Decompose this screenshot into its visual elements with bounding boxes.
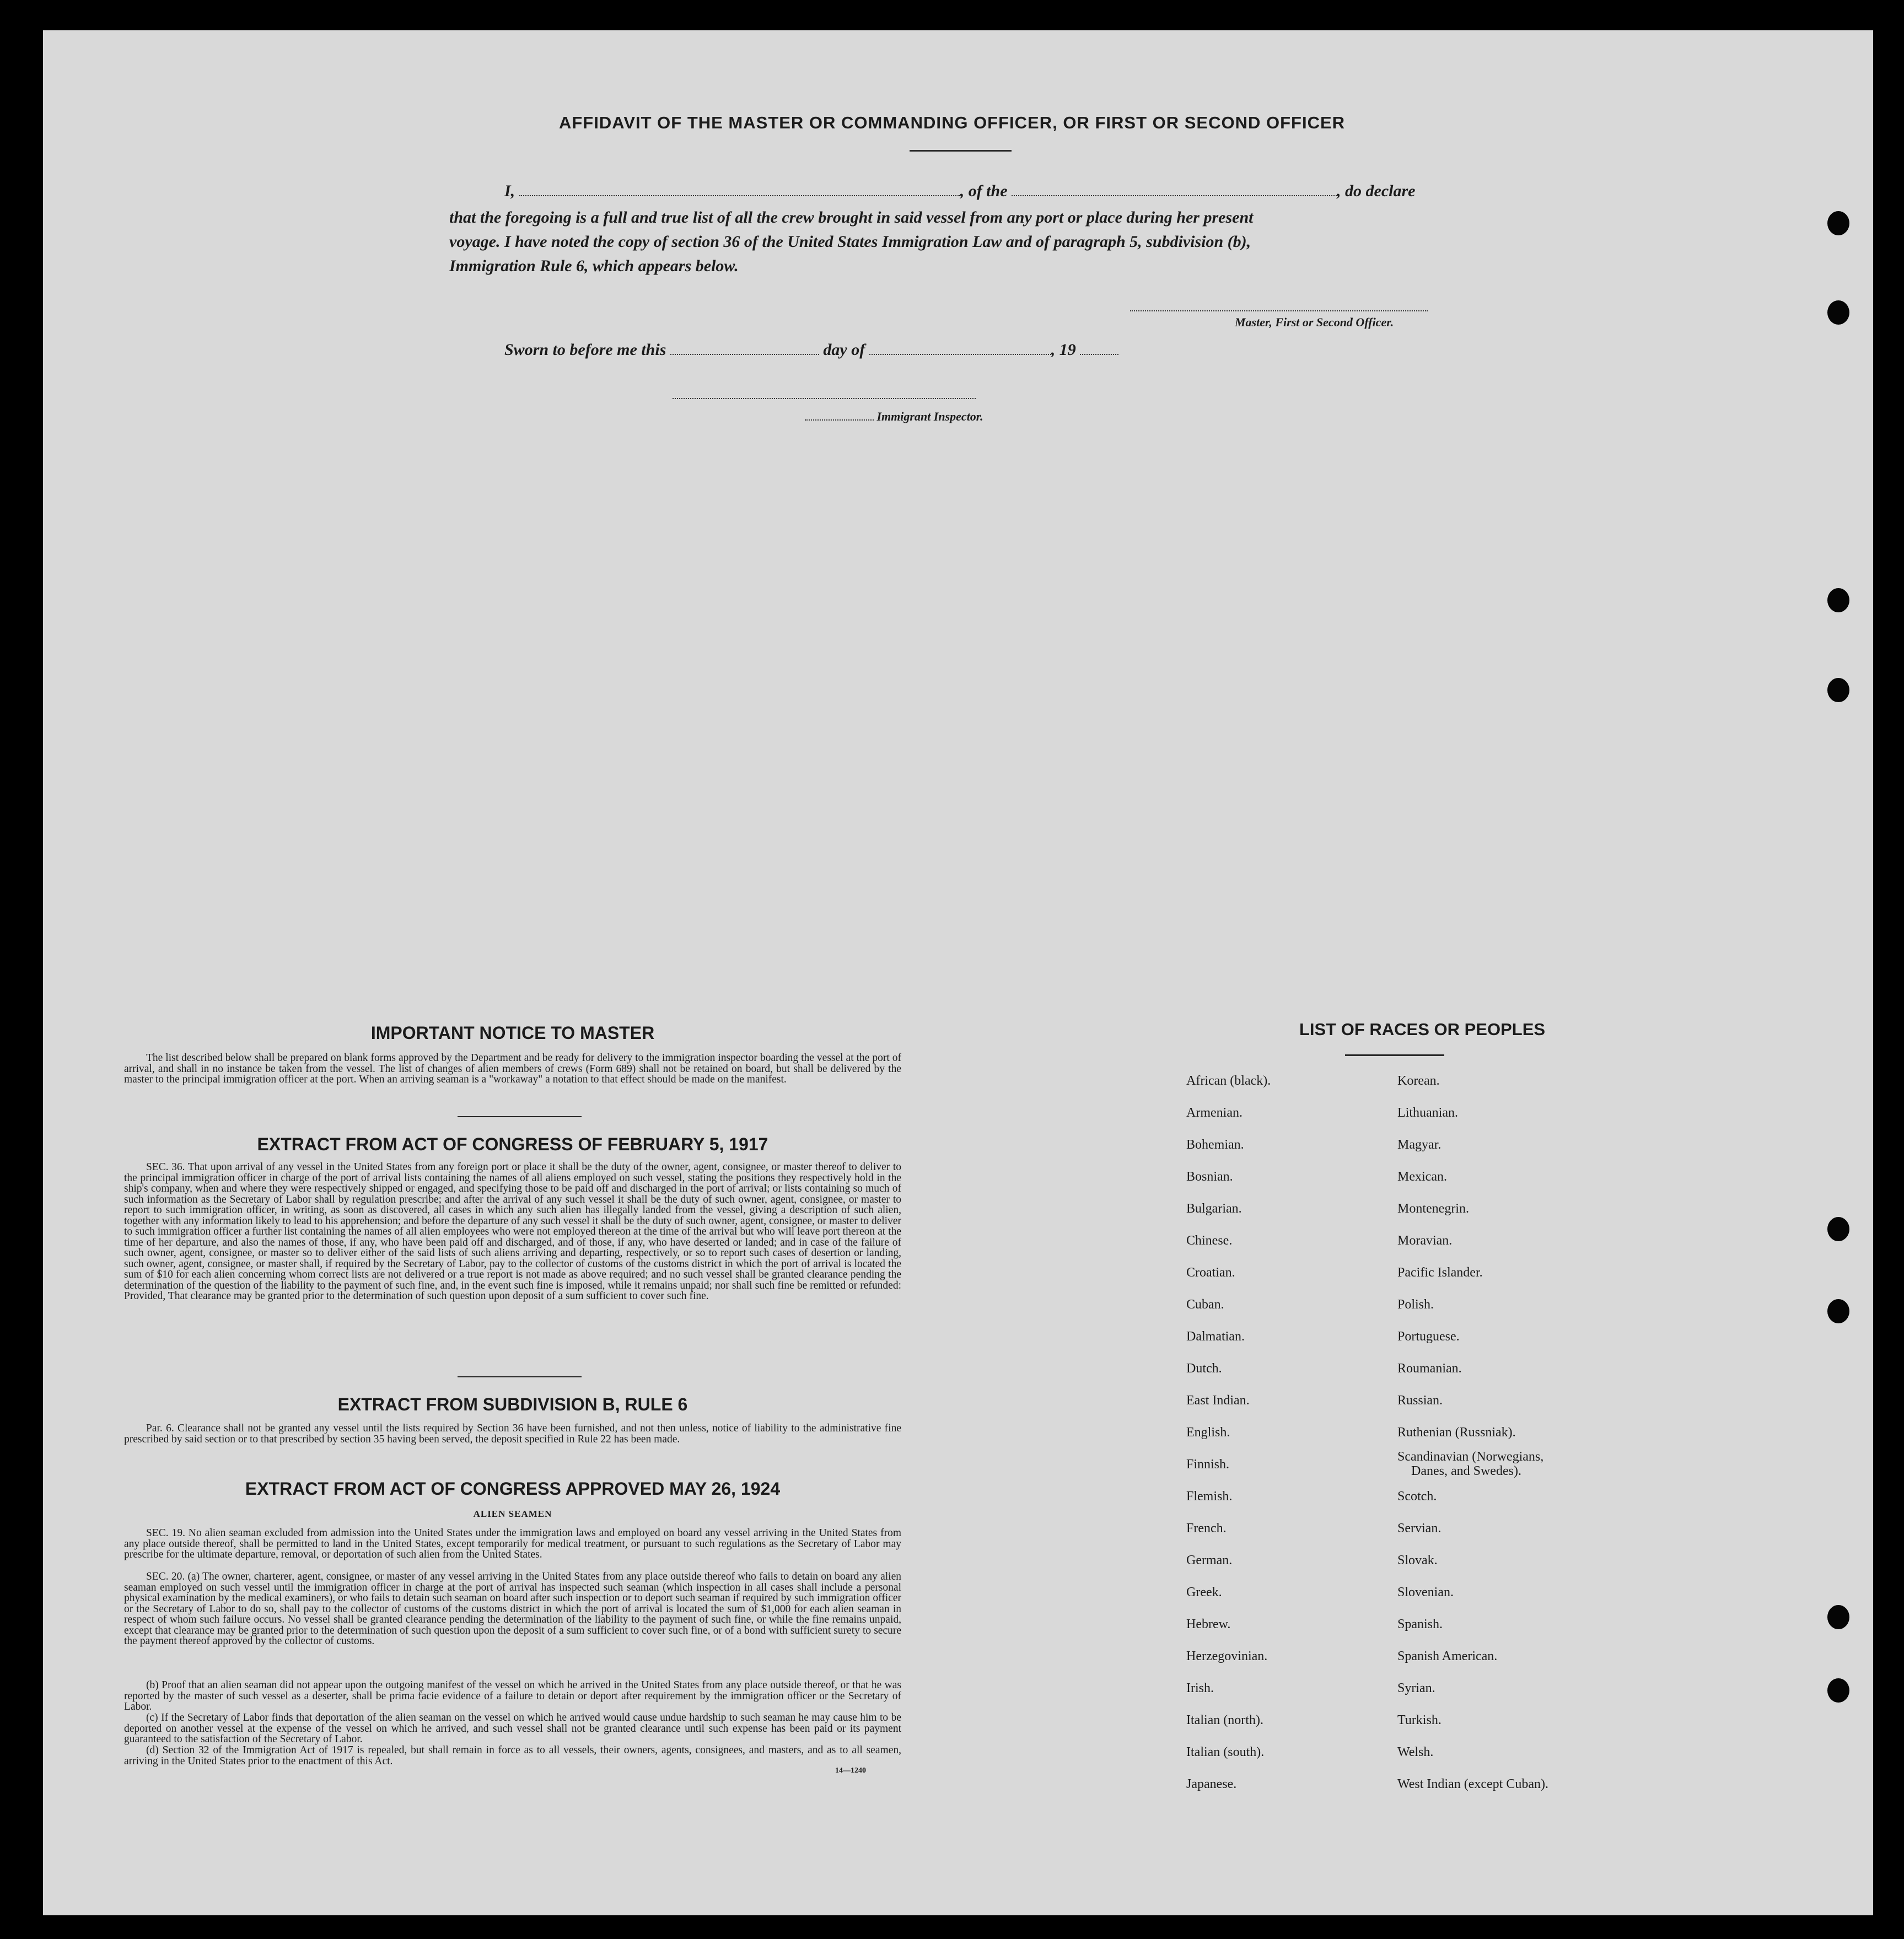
- race-left-item: Italian (south).: [1186, 1745, 1265, 1759]
- sworn-month-field[interactable]: [869, 352, 1051, 355]
- affidavit-line4: Immigration Rule 6, which appears below.: [449, 257, 739, 275]
- race-right-item: Scotch.: [1397, 1489, 1437, 1504]
- punch-hole-1: [1827, 211, 1849, 235]
- affidavit-line2: that the foregoing is a full and true list of all the crew brought in said vessel from any port or place during her present: [449, 208, 1254, 227]
- extract-1924-sec20c: (c) If the Secretary of Labor finds that deportation of the alien seaman on the vessel on which he arrived would cause undue hardship to such seaman he may cause him to be deported on another vessel at the expense of the vessel on which he arrived, and such vessel shall not be granted clearance until such expense has been paid or its payment guaranteed to the satisfaction of the Secretary of Labor.: [124, 1712, 901, 1745]
- punch-hole-4: [1827, 678, 1849, 702]
- race-left-item: Bohemian.: [1186, 1138, 1244, 1152]
- race-right-item: Russian.: [1397, 1393, 1443, 1408]
- race-left-item: Armenian.: [1186, 1106, 1243, 1120]
- race-right-item: Danes, and Swedes).: [1411, 1464, 1521, 1478]
- affidavit-line1: [504, 182, 1415, 201]
- form-number: 14—1240: [835, 1766, 866, 1775]
- signature-line[interactable]: [1130, 310, 1428, 311]
- inspector-label: [805, 410, 983, 424]
- race-right-item: Korean.: [1397, 1074, 1440, 1088]
- race-right-item: Syrian.: [1397, 1681, 1435, 1695]
- inspector-signature-line[interactable]: [673, 398, 976, 399]
- extract-1924-sec20a: SEC. 20. (a) The owner, charterer, agent, consignee, or master of any vessel arriving in the United States from any place outside thereof who fails to detain on board any alien seaman employed on such vessel until the immigration officer in charge at the port of arrival has inspected such seaman (which inspection in all cases shall include a personal physical examination by the medical examiners), or who fails to detain such seaman on board after such inspection or to deport such seaman if required by such immigration officer or the Secretary of Labor to do so, shall pay to the collector of customs of the customs district in which the port of arrival is located the sum of $1,000 for each alien seaman in respect of whom such failure occurs. No vessel shall be granted clearance pending the determination of the liability to the payment of such fine, or while the fine remains unpaid, except that clearance may be granted prior to the determination of such question upon the deposit of a sum sufficient to cover such fine, or of a bond with sufficient surety to secure the payment thereof approved by the collector of customs.: [124, 1571, 901, 1647]
- notice-rule: [458, 1116, 582, 1117]
- race-left-item: Flemish.: [1186, 1489, 1233, 1504]
- race-left-item: German.: [1186, 1553, 1233, 1568]
- race-left-item: Japanese.: [1186, 1777, 1237, 1791]
- extract-1924-sec20b: (b) Proof that an alien seaman did not appear upon the outgoing manifest of the vessel on which he arrived in the United States from any place outside thereof, or that he was reported by the master of such vessel as a deserter, shall be prima facie evidence of a failure to detain or deport after requirement by the immigration officer or the Secretary of Labor.: [124, 1679, 901, 1712]
- extract-1917-body: SEC. 36. That upon arrival of any vessel in the United States from any foreign port or place it shall be the duty of the owner, agent, consignee, or master thereof to deliver to the principal immigration officer in charge of the port of arrival lists containing the names of all aliens employed on such vessel, stating the positions they respectively hold in the ship's company, when and where they were respectively shipped or engaged, and specifying those to be paid off and discharged in the port of arrival; or lists containing so much of such information as the Secretary of Labor shall by regulation prescribe; and after the arrival of any such vessel it shall be the duty of such owner, agent, consignee, or master to report to such immigration officer, in writing, as soon as discovered, all cases in which any such alien has illegally landed from the vessel, giving a description of such alien, together with any information likely to lead to his apprehension; and before the departure of any such vessel it shall be the duty of such owner, agent, consignee, or master to deliver to such immigration officer a further list containing the names of all alien employees who were not employed thereon at the time of the arrival but who will leave port thereon at the time of her departure, and also the names of those, if any, who have been paid off and discharged, and of those, if any, who have deserted or landed; and in case of the failure of such owner, agent, consignee, or master so to deliver either of the said lists of such aliens arriving and departing, respectively, or so to report such cases of desertion or landing, such owner, agent, consignee, or master shall, if required by the Secretary of Labor, pay to the collector of customs of the customs district in which the port of arrival is located the sum of $10 for each alien concerning whom correct lists are not delivered or a true report is not made as above required; and no such vessel shall be granted clearance pending the determination of the question of the liability to the payment of such fine, and, in the event such fine is imposed, while it remains unpaid; nor shall such fine be remitted or refunded: Provided, That clearance may be granted prior to the determination of such question upon deposit of a sum sufficient to cover such fine.: [124, 1161, 901, 1302]
- race-right-item: Moravian.: [1397, 1234, 1453, 1248]
- day-of-label: day of: [823, 341, 865, 359]
- alien-seamen-subtitle: ALIEN SEAMEN: [473, 1509, 552, 1519]
- race-right-item: Magyar.: [1397, 1138, 1442, 1152]
- of-the-label: , of the: [960, 182, 1008, 200]
- notice-body: The list described below shall be prepared on blank forms approved by the Department and be ready for delivery to the immigration inspector boarding the vessel at the port of arrival, and shall in no instance be taken from the vessel. The list of changes of alien members of crews (Form 689) shall not be retained on board, but shall be delivered by the master to the principal immigration officer at the port. When an arriving seaman is a "workaway" a notation to that effect should be made on the manifest.: [124, 1052, 901, 1085]
- inspector-label-text: Immigrant Inspector.: [876, 410, 983, 423]
- race-left-item: English.: [1186, 1425, 1230, 1440]
- race-left-item: Irish.: [1186, 1681, 1214, 1695]
- affidavit-i-label: I,: [504, 182, 515, 200]
- race-right-item: Scandinavian (Norwegians,: [1397, 1450, 1544, 1464]
- notice-title: IMPORTANT NOTICE TO MASTER: [370, 1023, 655, 1043]
- race-left-item: Dalmatian.: [1186, 1329, 1245, 1344]
- name-field[interactable]: [519, 193, 960, 196]
- affidavit-line3: voyage. I have noted the copy of section 36 of the United States Immigration Law and of paragraph 5, subdivision (b),: [449, 233, 1251, 251]
- race-right-item: Turkish.: [1397, 1713, 1442, 1727]
- race-left-item: East Indian.: [1186, 1393, 1250, 1408]
- race-left-item: Dutch.: [1186, 1361, 1222, 1376]
- race-left-item: Finnish.: [1186, 1457, 1230, 1472]
- race-left-item: Bosnian.: [1186, 1170, 1233, 1184]
- race-right-item: Mexican.: [1397, 1170, 1447, 1184]
- rule6-body: Par. 6. Clearance shall not be granted any vessel until the lists required by Section 36 have been furnished, and not then unless, notice of liability to the administrative fine prescribed by said section or to that prescribed by section 35 having been served, the deposit specified in Rule 22 has been made.: [124, 1423, 901, 1445]
- race-right-item: Pacific Islander.: [1397, 1265, 1483, 1280]
- race-left-item: Herzegovinian.: [1186, 1649, 1268, 1663]
- race-right-item: Montenegrin.: [1397, 1202, 1469, 1216]
- punch-hole-3: [1827, 588, 1849, 612]
- sworn-day-field[interactable]: [670, 352, 819, 355]
- extract-1917-title: EXTRACT FROM ACT OF CONGRESS OF FEBRUARY 5, 1917: [257, 1134, 768, 1154]
- punch-hole-6: [1827, 1299, 1849, 1323]
- race-left-item: Bulgarian.: [1186, 1202, 1242, 1216]
- race-left-item: Chinese.: [1186, 1234, 1233, 1248]
- race-right-item: Spanish American.: [1397, 1649, 1498, 1663]
- race-left-item: Hebrew.: [1186, 1617, 1231, 1631]
- sworn-label: Sworn to before me this: [504, 341, 666, 359]
- race-left-item: African (black).: [1186, 1074, 1271, 1088]
- race-right-item: Spanish.: [1397, 1617, 1443, 1631]
- race-left-item: French.: [1186, 1521, 1227, 1536]
- affidavit-title: AFFIDAVIT OF THE MASTER OR COMMANDING OFFICER, OR FIRST OR SECOND OFFICER: [558, 113, 1346, 132]
- race-right-item: Portuguese.: [1397, 1329, 1460, 1344]
- punch-hole-2: [1827, 300, 1849, 325]
- race-left-item: Greek.: [1186, 1585, 1222, 1599]
- race-right-item: West Indian (except Cuban).: [1397, 1777, 1548, 1791]
- year-label: , 19: [1051, 341, 1076, 359]
- punch-hole-8: [1827, 1678, 1849, 1703]
- races-title: LIST OF RACES OR PEOPLES: [1299, 1020, 1546, 1039]
- extract-1924-sec19: SEC. 19. No alien seaman excluded from admission into the United States under the immigration laws and employed on board any vessel arriving in the United States from any place outside thereof, shall be permitted to land in the United States, except temporarily for medical treatment, or pursuant to such regulations as the Secretary of Labor may prescribe for the ultimate departure, removal, or deportation of such alien from the United States.: [124, 1527, 901, 1560]
- vessel-field[interactable]: [1012, 193, 1337, 196]
- inspector-prefix-field[interactable]: [805, 417, 874, 421]
- sworn-year-field[interactable]: [1080, 352, 1118, 355]
- race-right-item: Slovak.: [1397, 1553, 1438, 1568]
- declare-label: , do declare: [1337, 182, 1416, 200]
- extract-1924-sec20d: (d) Section 32 of the Immigration Act of 1917 is repealed, but shall remain in force as to all vessels, their owners, agents, consignees, and masters, and as to all seamen, arriving in the United States prior to the enactment of this Act.: [124, 1744, 901, 1767]
- race-right-item: Welsh.: [1397, 1745, 1434, 1759]
- race-left-item: Italian (north).: [1186, 1713, 1263, 1727]
- race-right-item: Slovenian.: [1397, 1585, 1454, 1599]
- race-right-item: Roumanian.: [1397, 1361, 1462, 1376]
- race-right-item: Ruthenian (Russniak).: [1397, 1425, 1516, 1440]
- extract-1924-title: EXTRACT FROM ACT OF CONGRESS APPROVED MAY 26, 1924: [245, 1479, 781, 1499]
- signature-label: Master, First or Second Officer.: [1235, 315, 1394, 329]
- race-left-item: Croatian.: [1186, 1265, 1235, 1280]
- punch-hole-7: [1827, 1605, 1849, 1629]
- extract-1917-rule: [458, 1376, 582, 1377]
- races-title-rule: [1345, 1054, 1444, 1056]
- rule6-title: EXTRACT FROM SUBDIVISION B, RULE 6: [337, 1394, 688, 1414]
- sworn-line: [504, 341, 1118, 359]
- punch-hole-5: [1827, 1217, 1849, 1241]
- affidavit-title-rule: [910, 150, 1012, 152]
- race-right-item: Servian.: [1397, 1521, 1442, 1536]
- race-left-item: Cuban.: [1186, 1297, 1224, 1312]
- race-right-item: Lithuanian.: [1397, 1106, 1458, 1120]
- race-right-item: Polish.: [1397, 1297, 1434, 1312]
